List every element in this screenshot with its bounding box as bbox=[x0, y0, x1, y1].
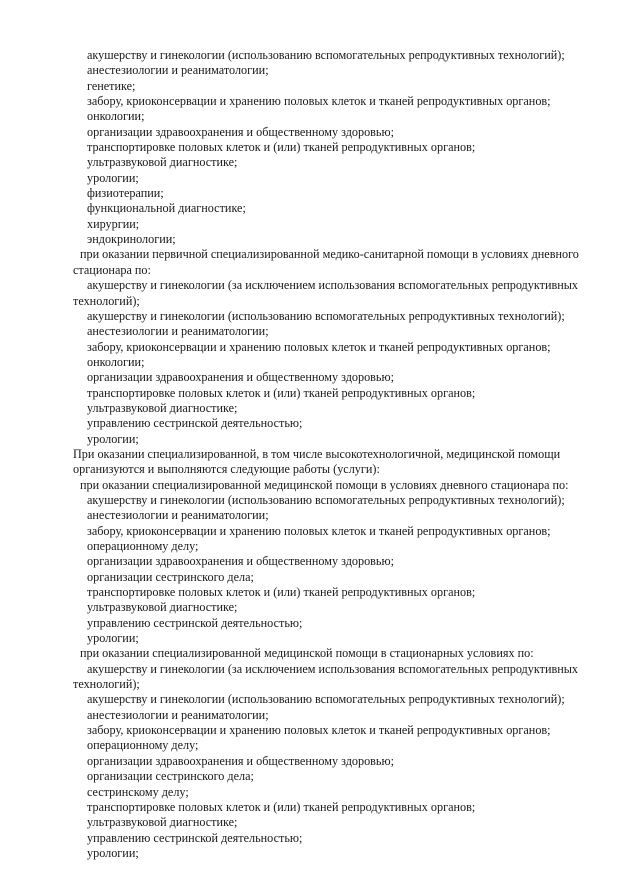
list-item: организации здравоохранения и общественному здоровью; bbox=[87, 554, 394, 569]
list-item: анестезиологии и реаниматологии; bbox=[87, 508, 269, 523]
list-item: урологии; bbox=[87, 845, 139, 860]
list-item: акушерству и гинекологии (использованию вспомогательных репродуктивных технологий); bbox=[87, 48, 565, 62]
subsection-heading: при оказании первичной специализированной медико-санитарной помощи в условиях дневного стационара по: bbox=[73, 247, 579, 277]
list-item: хирургии; bbox=[87, 216, 140, 231]
list-item: забору, криоконсервации и хранению половых клеток и тканей репродуктивных органов; bbox=[87, 94, 551, 109]
list-item: акушерству и гинекологии (использованию вспомогательных репродуктивных технологий); bbox=[87, 492, 565, 507]
list-item: операционному делу; bbox=[87, 539, 199, 553]
list-item: акушерству и гинекологии (за исключением использования вспомогательных репродуктивных технологий); bbox=[73, 278, 579, 308]
list-item: забору, криоконсервации и хранению половых клеток и тканей репродуктивных органов; bbox=[87, 523, 551, 538]
list-item: операционному делу; bbox=[87, 738, 199, 753]
list-item: сестринскому делу; bbox=[87, 784, 189, 799]
list-item: ультразвуковой диагностике; bbox=[87, 400, 238, 415]
list-item: транспортировке половых клеток и (или) тканей репродуктивных органов; bbox=[87, 585, 476, 600]
list-item: акушерству и гинекологии (использованию вспомогательных репродуктивных технологий); bbox=[87, 308, 565, 323]
list-item: управлению сестринской деятельностью; bbox=[87, 830, 303, 845]
list-item: ультразвуковой диагностике; bbox=[87, 155, 238, 170]
document-page bbox=[73, 48, 605, 861]
list-item: организации сестринского дела; bbox=[87, 769, 254, 784]
list-item: эндокринологии; bbox=[87, 232, 176, 247]
list-item: онкологии; bbox=[87, 354, 145, 369]
list-item: физиотерапии; bbox=[87, 186, 164, 201]
list-item: организации здравоохранения и общественному здоровью; bbox=[87, 124, 394, 139]
list-item: транспортировке половых клеток и (или) тканей репродуктивных органов; bbox=[87, 385, 476, 400]
list-item: акушерству и гинекологии (за исключением использования вспомогательных репродуктивных технологий); bbox=[73, 661, 579, 692]
list-item: генетике; bbox=[87, 78, 136, 93]
section-paragraph: При оказании специализированной, в том числе высокотехнологичной, медицинской помощи организуются и выполняются следующие работы (услуги): bbox=[73, 446, 561, 477]
list-item: организации сестринского дела; bbox=[87, 569, 254, 584]
list-item: анестезиологии и реаниматологии; bbox=[87, 707, 269, 722]
list-item: функциональной диагностике; bbox=[87, 201, 246, 216]
list-item: анестезиологии и реаниматологии; bbox=[87, 63, 269, 78]
list-item: анестезиологии и реаниматологии; bbox=[87, 324, 269, 339]
list-item: урологии; bbox=[87, 170, 139, 185]
list-item: транспортировке половых клеток и (или) тканей репродуктивных органов; bbox=[87, 799, 476, 814]
list-item: урологии; bbox=[87, 431, 139, 446]
list-item: ультразвуковой диагностике; bbox=[87, 600, 238, 615]
list-item: забору, криоконсервации и хранению половых клеток и тканей репродуктивных органов; bbox=[87, 723, 551, 738]
list-item: управлению сестринской деятельностью; bbox=[87, 615, 303, 630]
list-item: организации здравоохранения и общественному здоровью; bbox=[87, 753, 394, 768]
list-item: акушерству и гинекологии (использованию вспомогательных репродуктивных технологий); bbox=[87, 692, 565, 707]
list-item: организации здравоохранения и общественному здоровью; bbox=[87, 370, 394, 385]
subsection-heading: при оказании специализированной медицинской помощи в условиях дневного стационара по: bbox=[80, 477, 569, 492]
list-item: онкологии; bbox=[87, 109, 145, 124]
subsection-heading: при оказании специализированной медицинской помощи в стационарных условиях по: bbox=[80, 646, 534, 661]
list-item: ультразвуковой диагностике; bbox=[87, 815, 238, 830]
list-item: урологии; bbox=[87, 631, 139, 646]
list-item: транспортировке половых клеток и (или) тканей репродуктивных органов; bbox=[87, 140, 476, 155]
list-item: забору, криоконсервации и хранению половых клеток и тканей репродуктивных органов; bbox=[87, 339, 551, 354]
list-item: управлению сестринской деятельностью; bbox=[87, 416, 303, 431]
